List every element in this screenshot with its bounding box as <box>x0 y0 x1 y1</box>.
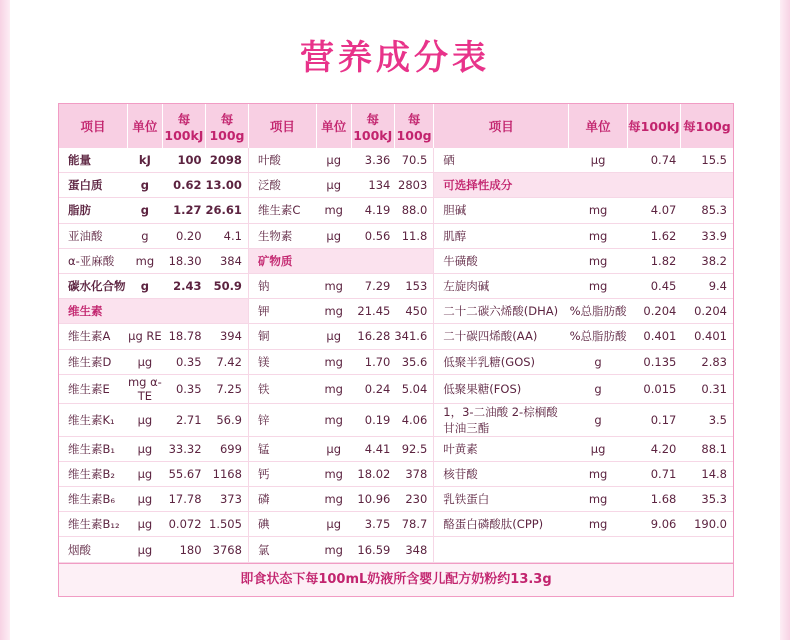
row-unit: mg α-TE <box>127 374 162 403</box>
row-unit: mg <box>569 223 628 248</box>
row-per100g: 0.401 <box>680 324 733 349</box>
row-unit: mg <box>569 273 628 298</box>
row-unit: μg <box>316 173 351 198</box>
row-label: 锌 <box>248 403 316 436</box>
row-unit <box>127 299 162 324</box>
row-unit: mg <box>316 273 351 298</box>
row-per100kj: 10.96 <box>351 487 394 512</box>
row-per100g: 1.505 <box>206 512 249 537</box>
row-per100kj: 0.71 <box>628 461 681 486</box>
row-per100g: 4.06 <box>394 403 433 436</box>
row-per100g: 0.31 <box>680 374 733 403</box>
row-per100g: 2098 <box>206 148 249 173</box>
row-per100kj <box>351 248 394 273</box>
header-per100g-1: 每100g <box>206 104 249 148</box>
row-per100kj: 7.29 <box>351 273 394 298</box>
row-per100g: 38.2 <box>680 248 733 273</box>
table-row <box>59 403 733 436</box>
row-unit: μg <box>127 487 162 512</box>
row-label: 生物素 <box>248 223 316 248</box>
table-row <box>59 273 733 298</box>
row-label: 牛磺酸 <box>434 248 569 273</box>
table-header-row <box>59 104 733 148</box>
row-per100kj: 1.82 <box>628 248 681 273</box>
row-per100kj: 33.32 <box>162 436 205 461</box>
row-unit: mg <box>316 198 351 223</box>
header-item-1: 项目 <box>59 104 127 148</box>
row-per100kj: 2.43 <box>162 273 205 298</box>
row-unit: μg RE <box>127 324 162 349</box>
row-per100g: 92.5 <box>394 436 433 461</box>
table-row <box>59 537 733 562</box>
row-label: 钾 <box>248 299 316 324</box>
row-per100kj: 0.35 <box>162 374 205 403</box>
row-unit: μg <box>316 324 351 349</box>
row-label: 烟酸 <box>59 537 127 562</box>
row-per100kj <box>162 299 205 324</box>
row-unit: mg <box>569 198 628 223</box>
row-per100kj: 0.74 <box>628 148 681 173</box>
row-label: 脂肪 <box>59 198 127 223</box>
row-label: 氯 <box>248 537 316 562</box>
nutrition-table <box>59 104 733 563</box>
row-per100g: 153 <box>394 273 433 298</box>
row-per100kj: 0.401 <box>628 324 681 349</box>
row-per100g: 2.83 <box>680 349 733 374</box>
row-unit: mg <box>316 403 351 436</box>
decorative-right-edge <box>780 0 790 640</box>
row-label: 肌醇 <box>434 223 569 248</box>
row-per100g: 14.8 <box>680 461 733 486</box>
table-row <box>59 173 733 198</box>
row-unit: mg <box>569 248 628 273</box>
row-per100g: 7.42 <box>206 349 249 374</box>
row-unit: %总脂肪酸 <box>569 324 628 349</box>
row-per100g: 378 <box>394 461 433 486</box>
row-label: 维生素D <box>59 349 127 374</box>
row-label: 维生素C <box>248 198 316 223</box>
row-unit: g <box>569 349 628 374</box>
row-per100g <box>206 299 249 324</box>
row-per100g: 230 <box>394 487 433 512</box>
row-unit: mg <box>127 248 162 273</box>
row-unit: mg <box>316 537 351 562</box>
row-per100g: 9.4 <box>680 273 733 298</box>
row-per100kj: 21.45 <box>351 299 394 324</box>
row-label: 矿物质 <box>248 248 316 273</box>
table-row <box>59 223 733 248</box>
table-row <box>59 324 733 349</box>
page-title: 营养成分表 <box>300 38 490 78</box>
row-per100kj: 4.07 <box>628 198 681 223</box>
row-label: 维生素B₂ <box>59 461 127 486</box>
row-label: 维生素A <box>59 324 127 349</box>
row-per100g: 1168 <box>206 461 249 486</box>
row-per100g: 35.6 <box>394 349 433 374</box>
row-unit: μg <box>569 148 628 173</box>
row-per100kj: 9.06 <box>628 512 681 537</box>
row-unit: μg <box>316 223 351 248</box>
row-label: 二十碳四烯酸(AA) <box>434 324 569 349</box>
row-per100kj: 17.78 <box>162 487 205 512</box>
table-row <box>59 374 733 403</box>
row-label: 铜 <box>248 324 316 349</box>
table-row <box>59 148 733 173</box>
row-label: 低聚果糖(FOS) <box>434 374 569 403</box>
row-label: 乳铁蛋白 <box>434 487 569 512</box>
row-label: 1，3-二油酸 2-棕榈酸甘油三酯 <box>434 403 569 436</box>
table-row <box>59 248 733 273</box>
row-per100kj: 0.135 <box>628 349 681 374</box>
row-per100g: 5.04 <box>394 374 433 403</box>
row-per100g: 56.9 <box>206 403 249 436</box>
row-per100g <box>680 173 733 198</box>
row-per100g: 699 <box>206 436 249 461</box>
row-label: 叶黄素 <box>434 436 569 461</box>
row-per100kj: 0.19 <box>351 403 394 436</box>
row-per100g <box>394 248 433 273</box>
row-unit: μg <box>127 461 162 486</box>
row-per100kj: 4.20 <box>628 436 681 461</box>
row-unit: g <box>127 223 162 248</box>
table-row <box>59 487 733 512</box>
row-unit: mg <box>569 512 628 537</box>
row-unit: mg <box>569 461 628 486</box>
header-per100g-2: 每100g <box>394 104 433 148</box>
row-per100kj: 134 <box>351 173 394 198</box>
row-per100g: 50.9 <box>206 273 249 298</box>
row-label: 维生素K₁ <box>59 403 127 436</box>
row-per100g: 348 <box>394 537 433 562</box>
row-label: 胆碱 <box>434 198 569 223</box>
table-row <box>59 299 733 324</box>
row-label: 钙 <box>248 461 316 486</box>
header-per100kj-2: 每100kJ <box>351 104 394 148</box>
table-row <box>59 436 733 461</box>
row-unit: μg <box>127 349 162 374</box>
row-unit: g <box>127 173 162 198</box>
row-per100kj: 4.19 <box>351 198 394 223</box>
row-per100kj: 0.072 <box>162 512 205 537</box>
row-per100kj: 0.56 <box>351 223 394 248</box>
row-per100kj: 0.45 <box>628 273 681 298</box>
row-label: 亚油酸 <box>59 223 127 248</box>
row-per100kj: 0.20 <box>162 223 205 248</box>
row-label: 二十二碳六烯酸(DHA) <box>434 299 569 324</box>
row-label: 维生素B₁₂ <box>59 512 127 537</box>
row-per100g: 15.5 <box>680 148 733 173</box>
row-unit: μg <box>316 148 351 173</box>
row-per100g: 26.61 <box>206 198 249 223</box>
row-label: 叶酸 <box>248 148 316 173</box>
row-unit: g <box>127 198 162 223</box>
row-per100kj: 18.02 <box>351 461 394 486</box>
row-per100kj: 1.62 <box>628 223 681 248</box>
row-label: 锰 <box>248 436 316 461</box>
nutrition-table-container <box>58 103 734 597</box>
row-label: 碳水化合物 <box>59 273 127 298</box>
row-per100g: 88.1 <box>680 436 733 461</box>
row-per100kj: 1.27 <box>162 198 205 223</box>
row-unit <box>316 248 351 273</box>
header-per100kj-3: 每100kJ <box>628 104 681 148</box>
row-unit <box>569 173 628 198</box>
row-label: 左旋肉碱 <box>434 273 569 298</box>
row-unit: μg <box>127 512 162 537</box>
row-label: 低聚半乳糖(GOS) <box>434 349 569 374</box>
row-unit: g <box>569 374 628 403</box>
row-unit: g <box>127 273 162 298</box>
row-label: α-亚麻酸 <box>59 248 127 273</box>
row-unit: g <box>569 403 628 436</box>
row-per100g: 2803 <box>394 173 433 198</box>
decorative-left-edge <box>0 0 10 640</box>
table-row <box>59 198 733 223</box>
row-label: 维生素B₁ <box>59 436 127 461</box>
row-label: 可选择性成分 <box>434 173 569 198</box>
row-label: 酪蛋白磷酸肽(CPP) <box>434 512 569 537</box>
row-label: 钠 <box>248 273 316 298</box>
row-label <box>434 537 569 562</box>
row-per100kj: 16.59 <box>351 537 394 562</box>
row-per100g: 70.5 <box>394 148 433 173</box>
footer-note: 即食状态下每100mL奶液所含婴儿配方奶粉约13.3g <box>59 563 733 596</box>
row-per100kj <box>628 537 681 562</box>
row-per100g <box>680 537 733 562</box>
row-per100g: 3.5 <box>680 403 733 436</box>
row-per100g: 384 <box>206 248 249 273</box>
row-unit: μg <box>127 403 162 436</box>
row-unit: mg <box>316 374 351 403</box>
row-unit: μg <box>127 436 162 461</box>
row-per100g: 88.0 <box>394 198 433 223</box>
row-unit: mg <box>316 299 351 324</box>
row-per100kj: 2.71 <box>162 403 205 436</box>
row-unit: μg <box>569 436 628 461</box>
row-per100g: 35.3 <box>680 487 733 512</box>
row-per100g: 190.0 <box>680 512 733 537</box>
row-per100g: 78.7 <box>394 512 433 537</box>
row-per100g: 341.6 <box>394 324 433 349</box>
row-per100g: 450 <box>394 299 433 324</box>
row-label: 硒 <box>434 148 569 173</box>
row-per100kj: 1.68 <box>628 487 681 512</box>
row-label: 核苷酸 <box>434 461 569 486</box>
row-unit: mg <box>316 461 351 486</box>
row-per100g: 373 <box>206 487 249 512</box>
row-unit: μg <box>127 537 162 562</box>
row-per100kj: 55.67 <box>162 461 205 486</box>
row-unit: mg <box>316 487 351 512</box>
header-per100g-3: 每100g <box>680 104 733 148</box>
row-per100kj: 16.28 <box>351 324 394 349</box>
row-per100g: 394 <box>206 324 249 349</box>
header-unit-3: 单位 <box>569 104 628 148</box>
row-unit: mg <box>316 349 351 374</box>
row-label: 碘 <box>248 512 316 537</box>
row-per100g: 0.204 <box>680 299 733 324</box>
row-per100kj: 0.24 <box>351 374 394 403</box>
row-per100g: 33.9 <box>680 223 733 248</box>
header-per100kj-1: 每100kJ <box>162 104 205 148</box>
header-item-3: 项目 <box>434 104 569 148</box>
row-label: 维生素B₆ <box>59 487 127 512</box>
row-per100kj: 4.41 <box>351 436 394 461</box>
table-row <box>59 512 733 537</box>
row-per100kj: 18.30 <box>162 248 205 273</box>
row-per100g: 7.25 <box>206 374 249 403</box>
row-unit: mg <box>569 487 628 512</box>
row-unit: kJ <box>127 148 162 173</box>
row-label: 铁 <box>248 374 316 403</box>
row-per100g: 3768 <box>206 537 249 562</box>
header-item-2: 项目 <box>248 104 316 148</box>
row-per100kj: 3.36 <box>351 148 394 173</box>
row-unit: %总脂肪酸 <box>569 299 628 324</box>
row-per100kj: 18.78 <box>162 324 205 349</box>
row-label: 镁 <box>248 349 316 374</box>
row-unit: μg <box>316 436 351 461</box>
row-per100kj: 1.70 <box>351 349 394 374</box>
row-label: 磷 <box>248 487 316 512</box>
row-label: 维生素 <box>59 299 127 324</box>
row-per100kj: 180 <box>162 537 205 562</box>
row-label: 泛酸 <box>248 173 316 198</box>
row-per100g: 13.00 <box>206 173 249 198</box>
row-per100kj: 0.17 <box>628 403 681 436</box>
row-per100g: 4.1 <box>206 223 249 248</box>
table-row <box>59 461 733 486</box>
row-per100kj: 100 <box>162 148 205 173</box>
header-unit-1: 单位 <box>127 104 162 148</box>
row-per100kj: 0.62 <box>162 173 205 198</box>
table-row <box>59 349 733 374</box>
row-per100kj: 0.015 <box>628 374 681 403</box>
row-label: 维生素E <box>59 374 127 403</box>
row-per100kj: 3.75 <box>351 512 394 537</box>
row-per100kj: 0.35 <box>162 349 205 374</box>
row-unit <box>569 537 628 562</box>
row-per100kj <box>628 173 681 198</box>
row-label: 蛋白质 <box>59 173 127 198</box>
row-per100g: 85.3 <box>680 198 733 223</box>
row-per100g: 11.8 <box>394 223 433 248</box>
row-label: 能量 <box>59 148 127 173</box>
row-unit: μg <box>316 512 351 537</box>
header-unit-2: 单位 <box>316 104 351 148</box>
row-per100kj: 0.204 <box>628 299 681 324</box>
